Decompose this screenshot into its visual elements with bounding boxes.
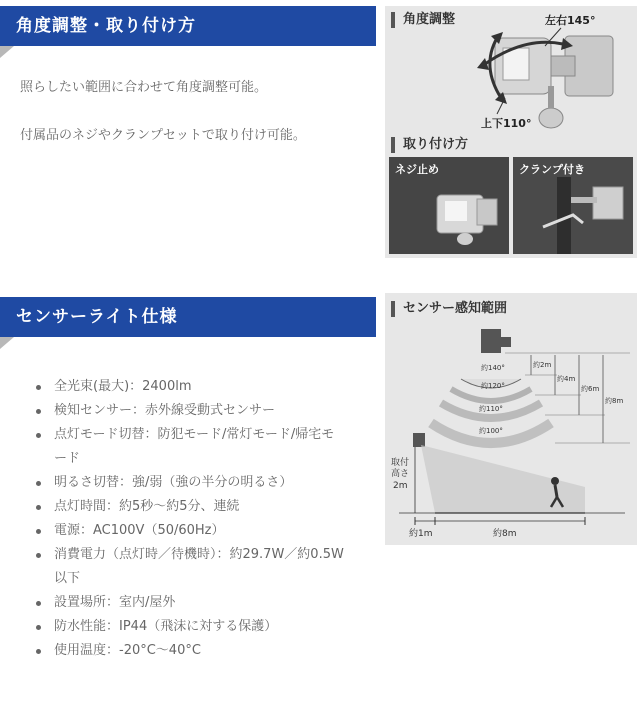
sensor-range-diagram (385, 293, 637, 545)
angle-description: 照らしたい範囲に合わせて角度調整可能。 (20, 80, 268, 95)
spec-item: 防水性能：IP44（飛沫に対する保護） (36, 615, 366, 639)
arc-label: 約100° (479, 427, 503, 435)
banner-fold (0, 337, 14, 349)
arc-label: 約120° (481, 382, 505, 390)
sensor-range-title: センサー感知範囲 (391, 301, 507, 317)
range-label: 約8m (605, 397, 624, 405)
angle-mount-panel (385, 6, 637, 258)
photo-clamp-mount (513, 157, 633, 254)
clamp-mount-image (513, 157, 633, 254)
spec-item: 消費電力（点灯時／待機時）：約29.7W／約0.5W 以下 (36, 543, 366, 591)
section-title: 角度調整・取り付け方 (16, 16, 196, 36)
section-title-spec: センサーライト仕様 (16, 307, 178, 327)
photo-screw-mount (389, 157, 509, 254)
spec-item: 設置場所：室内/屋外 (36, 591, 366, 615)
spec-item: 全光束(最大)：2400lm (36, 375, 366, 399)
section-banner-spec (0, 297, 376, 337)
photo-label-screw: ネジ止め (395, 163, 439, 176)
mount-description: 付属品のネジやクランプセットで取り付け可能。 (20, 128, 306, 143)
arc-label: 約140° (481, 364, 505, 372)
range-label: 約2m (533, 361, 552, 369)
screw-mount-image (389, 157, 509, 254)
spec-item: 電源：AC100V（50/60Hz） (36, 519, 366, 543)
photo-label-clamp: クランプ付き (519, 163, 585, 176)
range-label: 約4m (557, 375, 576, 383)
spec-item: 点灯時間：約5秒〜約5分、連続 (36, 495, 366, 519)
range-label: 約6m (581, 385, 600, 393)
light-product-illustration (385, 6, 637, 136)
spec-list (36, 375, 366, 663)
height-label-line1: 取付 (391, 458, 410, 468)
spec-item: 点灯モード切替：防犯モード/常灯モード/帰宅モ ード (36, 423, 366, 471)
distance-label-1: 約1m (409, 529, 433, 539)
mount-title: 取り付け方 (391, 137, 468, 153)
spec-item: 使用温度：-20°C〜40°C (36, 639, 366, 663)
height-label-line2: 高さ (391, 469, 410, 479)
ud-angle-label: 上下110° (481, 117, 532, 130)
sensor-range-panel (385, 293, 637, 545)
height-value: 2m (393, 481, 408, 491)
arc-label: 約110° (479, 405, 503, 413)
spec-item: 検知センサー：赤外線受動式センサー (36, 399, 366, 423)
spec-item: 明るさ切替：強/弱（強の半分の明るさ） (36, 471, 366, 495)
lr-angle-label: 左右145° (545, 14, 596, 27)
angle-title: 角度調整 (391, 12, 455, 28)
distance-label-2: 約8m (493, 529, 517, 539)
banner-fold (0, 46, 14, 58)
section-banner-angle (0, 6, 376, 46)
